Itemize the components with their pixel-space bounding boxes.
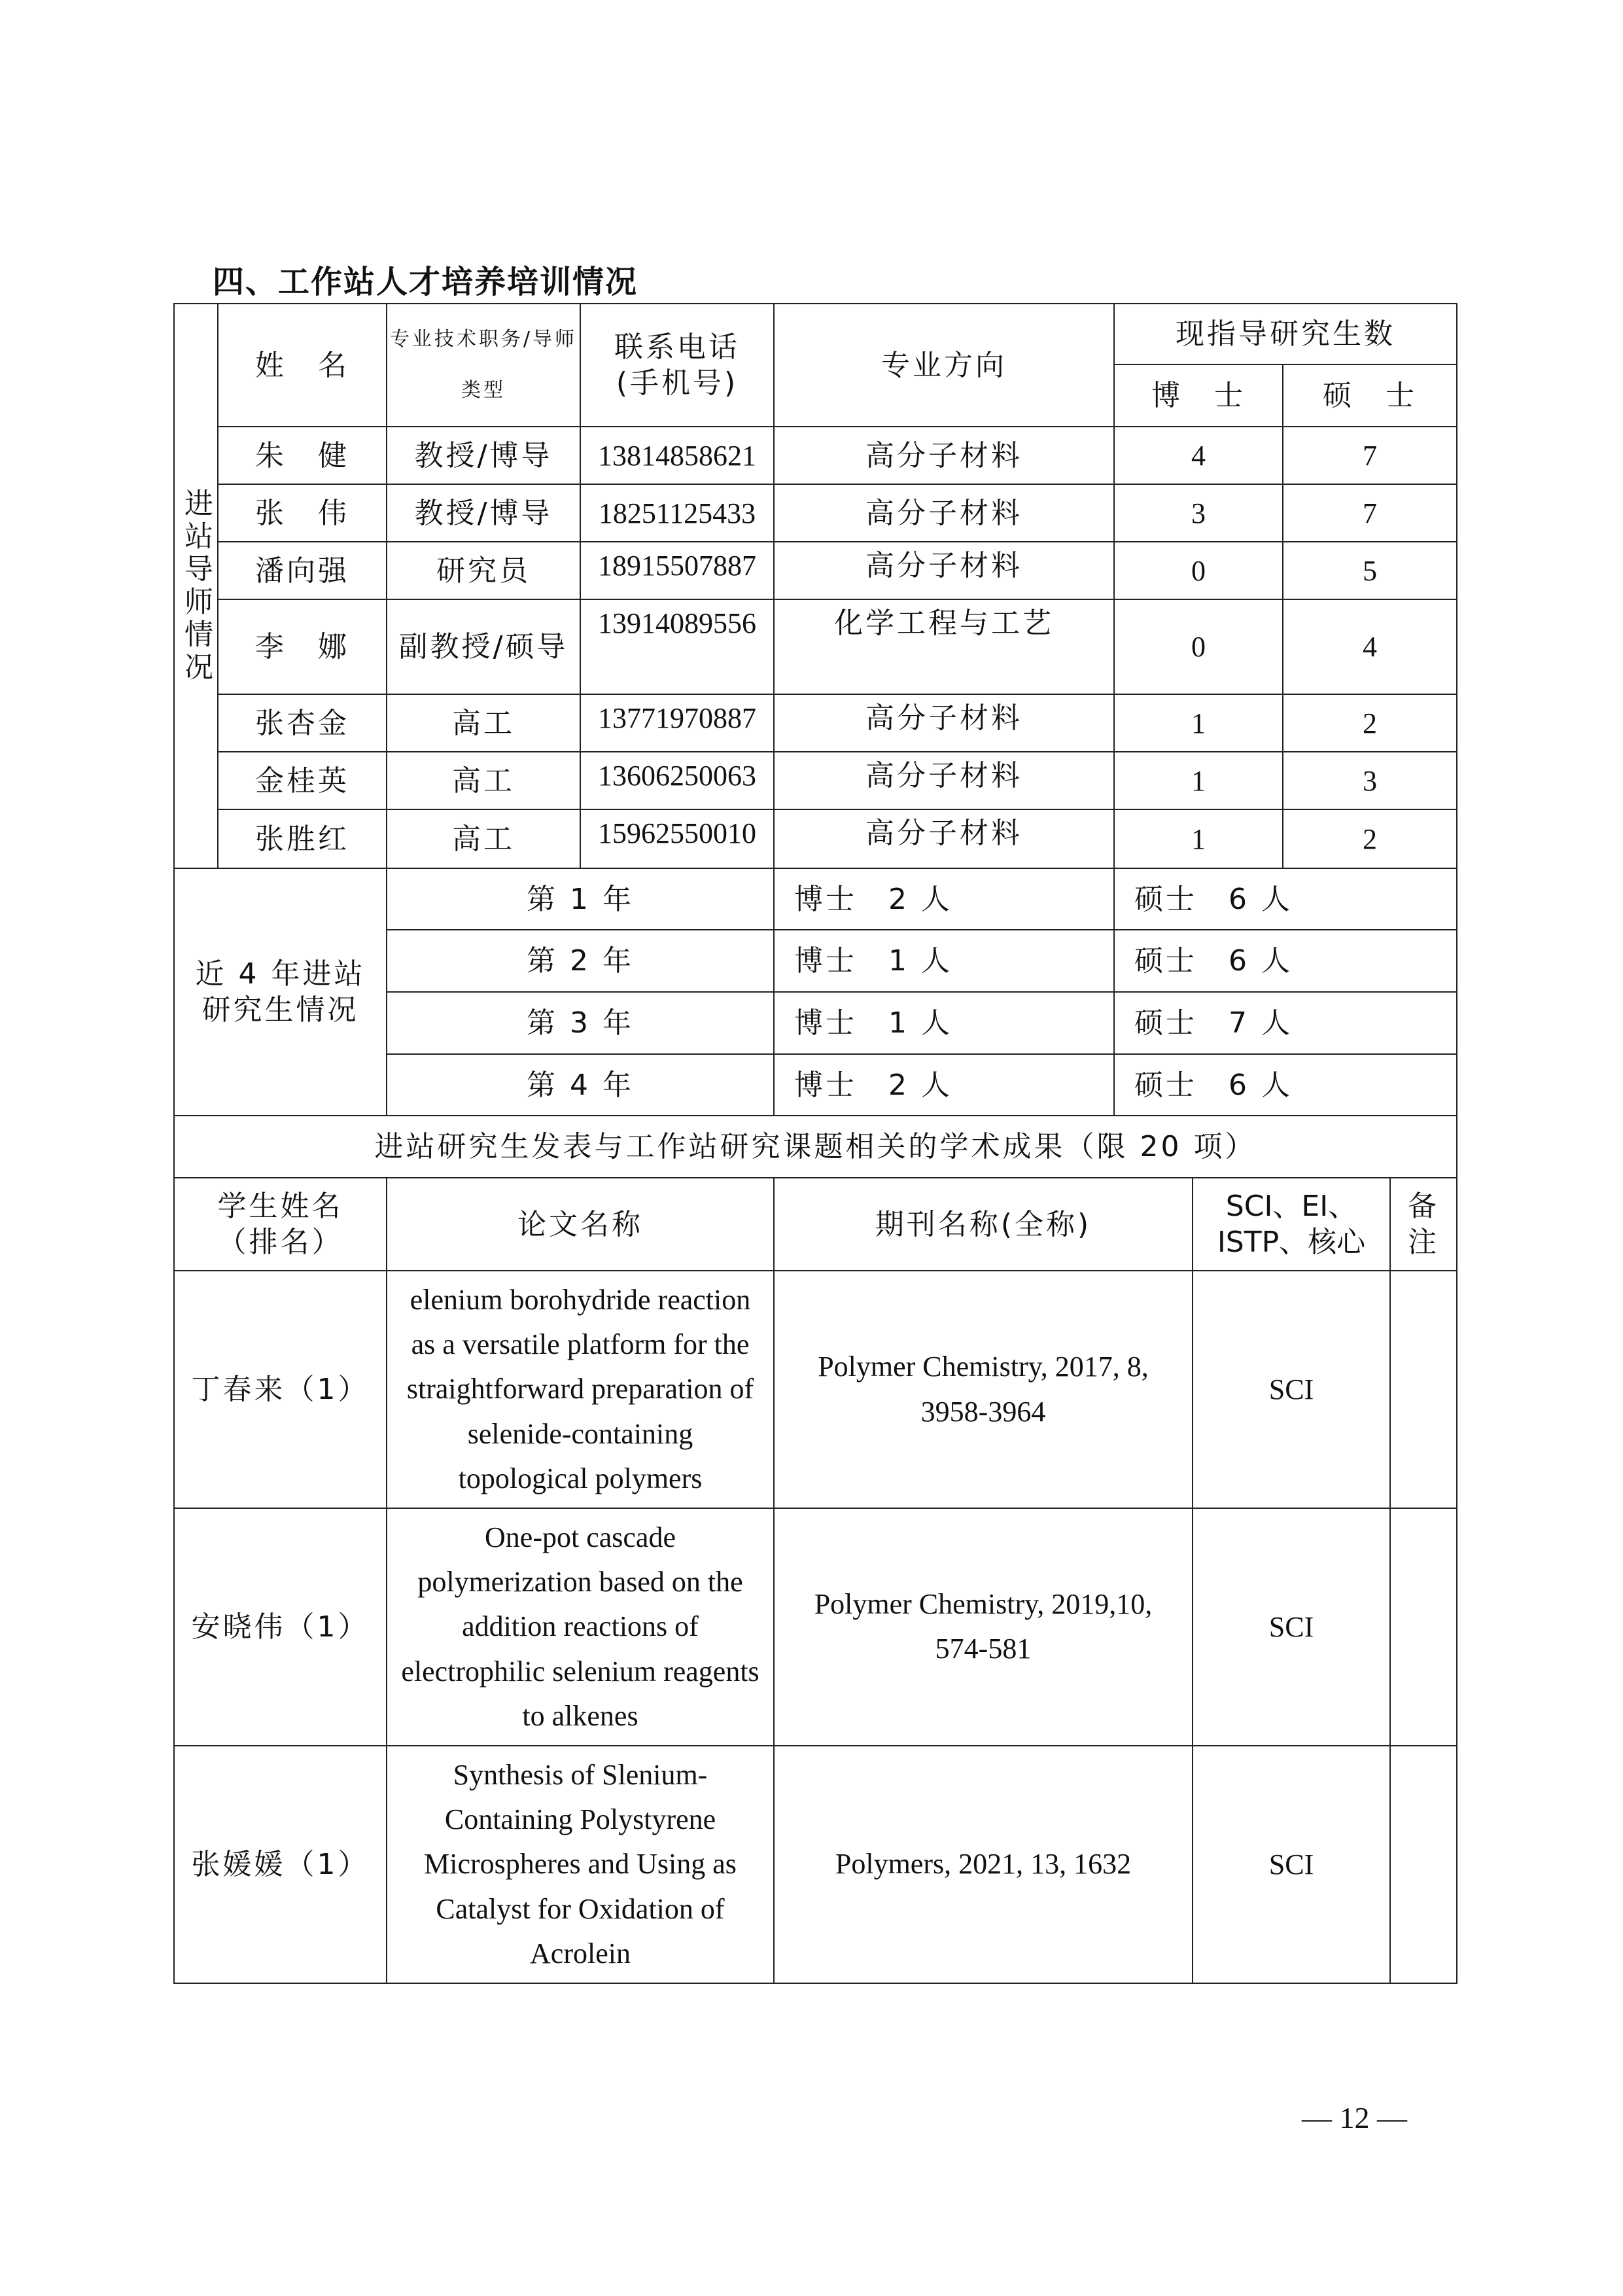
achievement-note — [1390, 1746, 1457, 1983]
header-phone-line2: (手机号) — [616, 366, 739, 400]
mentor-title: 副教授/硕导 — [387, 599, 580, 694]
training-table — [173, 303, 1457, 1984]
recent-year: 第 1 年 — [387, 868, 774, 930]
achievement-paper: One-pot cascade polymerization based on the addition reactions of electrophilic selenium reagents to alkenes — [387, 1508, 774, 1746]
mentor-title: 教授/博导 — [387, 427, 580, 484]
mentor-row — [174, 694, 1457, 752]
achievement-index: SCI — [1193, 1508, 1390, 1746]
recent-phd: 博士 2 人 — [774, 868, 1114, 930]
header-student-line1: 学生姓名 — [217, 1190, 343, 1223]
mentor-phone: 18915507887 — [580, 542, 774, 599]
achievement-student: 丁春来（1） — [174, 1271, 387, 1508]
achievement-journal: Polymers, 2021, 13, 1632 — [774, 1746, 1193, 1983]
mentor-master: 7 — [1283, 427, 1457, 484]
recent-phd: 博士 2 人 — [774, 1054, 1114, 1116]
header-note-line2: 注 — [1408, 1226, 1439, 1259]
header-name: 姓 名 — [218, 304, 387, 427]
mentor-title: 高工 — [387, 694, 580, 752]
mentor-phd: 0 — [1114, 599, 1283, 694]
recent-year: 第 3 年 — [387, 992, 774, 1054]
mentor-row — [174, 599, 1457, 694]
mentor-phone: 13814858621 — [580, 427, 774, 484]
mentor-name: 张胜红 — [218, 809, 387, 868]
recent-row — [174, 868, 1457, 930]
recent-master: 硕士 6 人 — [1114, 930, 1457, 992]
header-phd: 博 士 — [1114, 364, 1283, 427]
mentor-master: 2 — [1283, 694, 1457, 752]
achievement-journal: Polymer Chemistry, 2019,10, 574-581 — [774, 1508, 1193, 1746]
mentor-title: 高工 — [387, 809, 580, 868]
mentor-title: 教授/博导 — [387, 484, 580, 542]
header-master: 硕 士 — [1283, 364, 1457, 427]
mentor-name: 李 娜 — [218, 599, 387, 694]
mentor-field: 化学工程与工艺 — [774, 599, 1114, 694]
mentor-phd: 0 — [1114, 542, 1283, 599]
mentor-name: 金桂英 — [218, 752, 387, 809]
mentor-phd: 1 — [1114, 694, 1283, 752]
mentor-row — [174, 809, 1457, 868]
mentor-master: 2 — [1283, 809, 1457, 868]
mentor-name: 朱 健 — [218, 427, 387, 484]
mentor-master: 3 — [1283, 752, 1457, 809]
achievement-student: 张媛媛（1） — [174, 1746, 387, 1983]
header-student — [174, 1178, 387, 1271]
achievement-paper: Synthesis of Slenium-Containing Polystyrene Microspheres and Using as Catalyst for Oxidation of Acrolein — [387, 1746, 774, 1983]
header-index-line2: ISTP、核心 — [1217, 1226, 1366, 1259]
mentor-field: 高分子材料 — [774, 427, 1114, 484]
mentor-row — [174, 752, 1457, 809]
section-heading: 四、工作站人才培养培训情况 — [213, 264, 638, 300]
mentor-field: 高分子材料 — [774, 809, 1114, 868]
header-index-line1: SCI、EI、 — [1225, 1190, 1357, 1223]
mentor-field: 高分子材料 — [774, 694, 1114, 752]
achievements-title: 进站研究生发表与工作站研究课题相关的学术成果（限 20 项） — [174, 1116, 1457, 1178]
achievement-row — [174, 1746, 1457, 1983]
recent-year: 第 2 年 — [387, 930, 774, 992]
recent-master: 硕士 7 人 — [1114, 992, 1457, 1054]
achievement-paper: elenium borohydride reaction as a versatile platform for the straightforward preparation of selenide-containing topological polymers — [387, 1271, 774, 1508]
mentor-phone: 15962550010 — [580, 809, 774, 868]
achievement-student: 安晓伟（1） — [174, 1508, 387, 1746]
header-note-line1: 备 — [1408, 1190, 1439, 1223]
header-field: 专业方向 — [774, 304, 1114, 427]
header-note — [1390, 1178, 1457, 1271]
mentor-row — [174, 484, 1457, 542]
achievement-note — [1390, 1508, 1457, 1746]
mentor-side-label: 进站导师情况 — [174, 304, 218, 868]
mentor-phone: 13606250063 — [580, 752, 774, 809]
mentor-master: 4 — [1283, 599, 1457, 694]
mentor-title: 研究员 — [387, 542, 580, 599]
mentor-row — [174, 542, 1457, 599]
header-journal: 期刊名称(全称) — [774, 1178, 1193, 1271]
header-paper: 论文名称 — [387, 1178, 774, 1271]
header-phone-line1: 联系电话 — [614, 330, 740, 364]
achievement-row — [174, 1508, 1457, 1746]
header-index — [1193, 1178, 1390, 1271]
mentor-master: 7 — [1283, 484, 1457, 542]
mentor-name: 张 伟 — [218, 484, 387, 542]
mentor-row — [174, 427, 1457, 484]
achievement-index: SCI — [1193, 1271, 1390, 1508]
recent-year: 第 4 年 — [387, 1054, 774, 1116]
mentor-title: 高工 — [387, 752, 580, 809]
mentor-phd: 1 — [1114, 809, 1283, 868]
mentor-phone: 18251125433 — [580, 484, 774, 542]
mentor-name: 张杏金 — [218, 694, 387, 752]
mentor-phd: 4 — [1114, 427, 1283, 484]
recent-label-line2: 研究生情况 — [201, 993, 359, 1027]
mentor-field: 高分子材料 — [774, 752, 1114, 809]
recent-label — [174, 868, 387, 1116]
recent-master: 硕士 6 人 — [1114, 868, 1457, 930]
header-student-line2: （排名） — [217, 1226, 343, 1259]
mentor-field: 高分子材料 — [774, 484, 1114, 542]
recent-label-line1: 近 4 年进站 — [195, 957, 366, 991]
mentor-phone: 13771970887 — [580, 694, 774, 752]
achievement-row — [174, 1271, 1457, 1508]
achievement-journal: Polymer Chemistry, 2017, 8, 3958-3964 — [774, 1271, 1193, 1508]
recent-phd: 博士 1 人 — [774, 930, 1114, 992]
page-number: — 12 — — [1302, 2101, 1407, 2134]
mentor-master: 5 — [1283, 542, 1457, 599]
header-title: 专业技术职务/导师类型 — [387, 304, 580, 427]
achievement-index: SCI — [1193, 1746, 1390, 1983]
mentor-name: 潘向强 — [218, 542, 387, 599]
mentor-field: 高分子材料 — [774, 542, 1114, 599]
mentor-phd: 3 — [1114, 484, 1283, 542]
recent-master: 硕士 6 人 — [1114, 1054, 1457, 1116]
mentor-phone: 13914089556 — [580, 599, 774, 694]
recent-phd: 博士 1 人 — [774, 992, 1114, 1054]
header-phone — [580, 304, 774, 427]
header-students: 现指导研究生数 — [1114, 304, 1457, 364]
achievement-note — [1390, 1271, 1457, 1508]
mentor-phd: 1 — [1114, 752, 1283, 809]
